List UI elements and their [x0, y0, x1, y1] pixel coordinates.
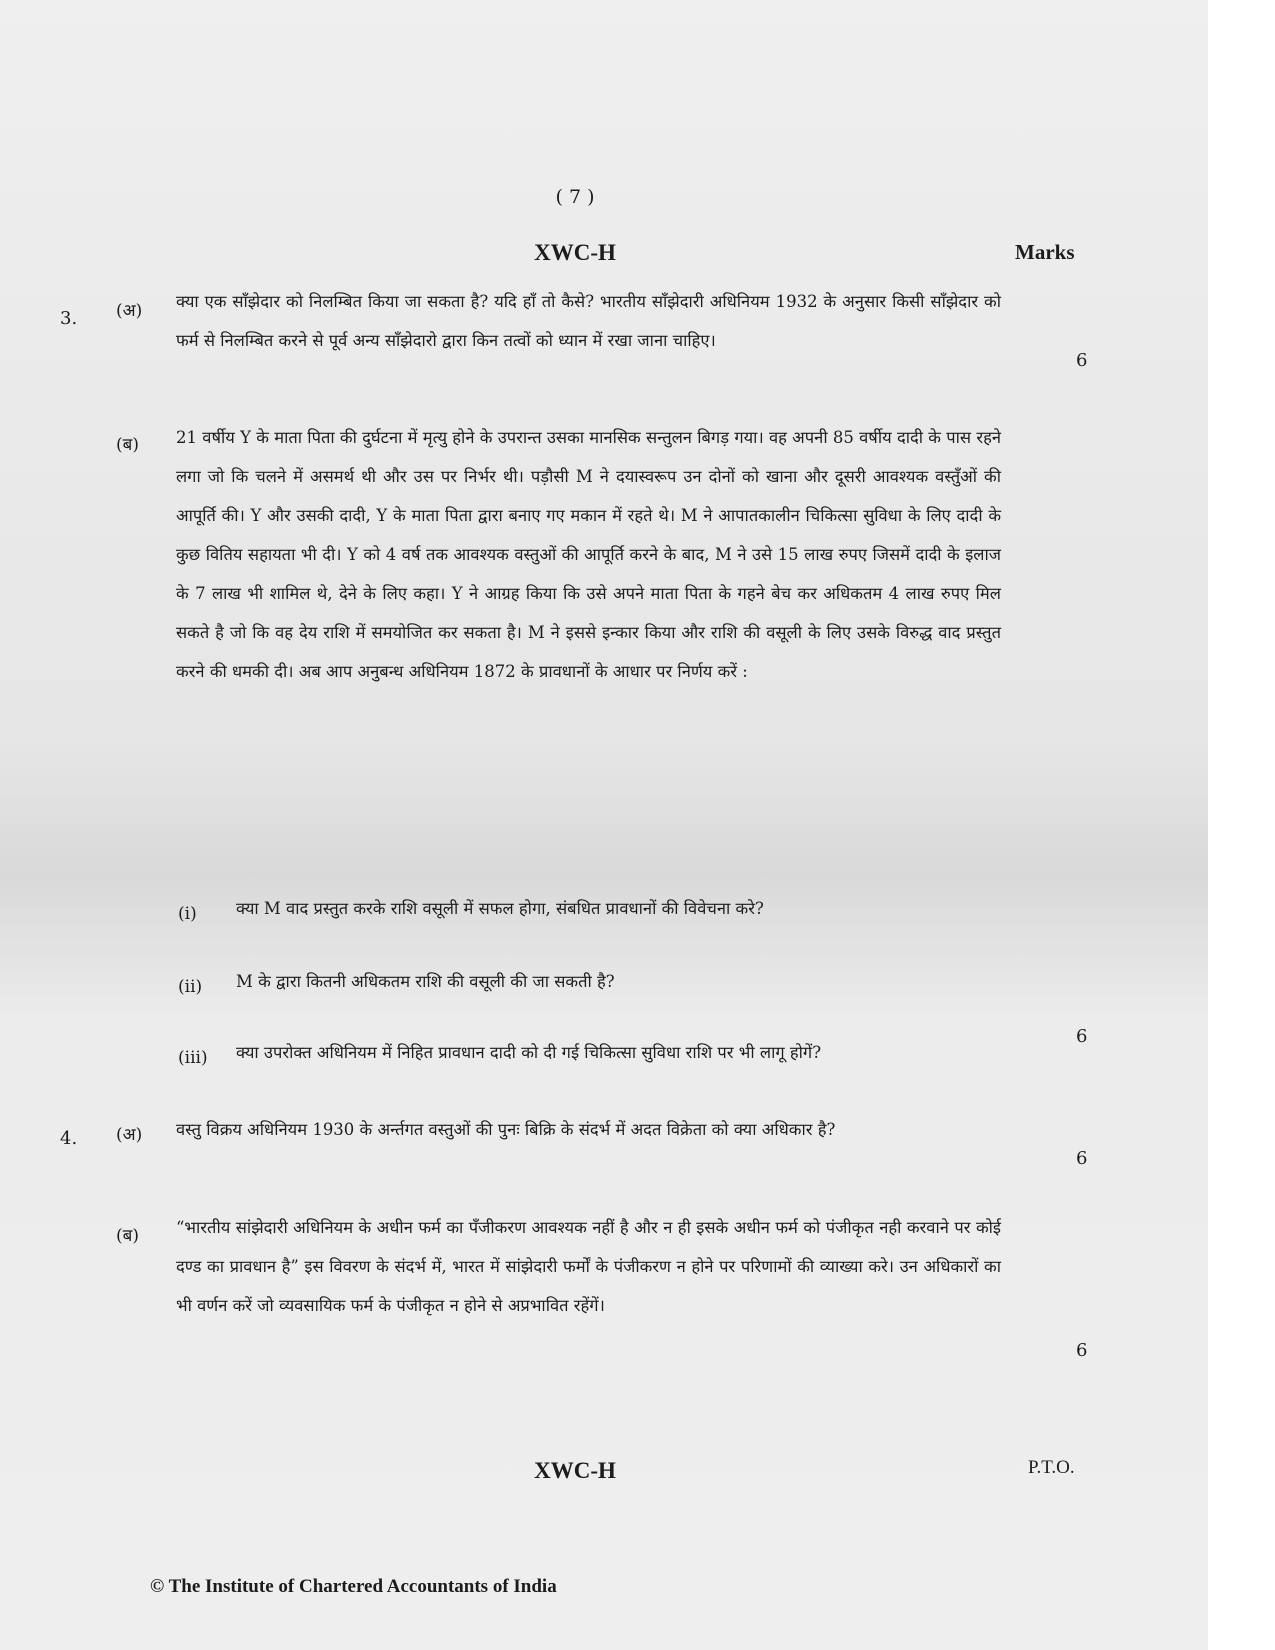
marks-value: 6: [1076, 1148, 1088, 1169]
please-turn-over: P.T.O.: [1028, 1457, 1075, 1478]
marks-value: 6: [1076, 1026, 1088, 1047]
question-text: क्या एक साँझेदार को निलम्बित किया जा सकता है? यदि हाँ तो कैसे? भारतीय साँझेदारी अधिनियम 1932 के अनुसार किसी साँझेदार को फर्म से निलम्बित करने से पूर्व अन्य साँझेदारो द्वारा किन तत्वों को ध्यान में रखा जाना चाहिए।: [176, 292, 1001, 350]
part-label: (अ): [116, 301, 143, 321]
part-label: (ब): [116, 435, 139, 455]
subpart-label: (ii): [178, 977, 203, 997]
question-text: “भारतीय सांझेदारी अधिनियम के अधीन फर्म का पँजीकरण आवश्यक नहीं है और न ही इसके अधीन फर्म को पंजीकृत नही करवाने पर कोई दण्ड का प्रावधान है” इस विवरण के संदर्भ में, भारत में सांझेदारी फर्मों के पंजीकरण न होने पर परिणामों की व्याख्या करे। उन अधिकारों का भी वर्णन करें जो व्यवसायिक फर्म के पंजीकृत न होने से अप्रभावित रहेंगें।: [176, 1218, 1001, 1315]
subpart-text: क्या उपरोक्त अधिनियम में निहित प्रावधान दादी को दी गई चिकित्सा सुविधा राशि पर भी लागू होगें?: [236, 1043, 822, 1062]
question-text: 21 वर्षीय Y के माता पिता की दुर्घटना में मृत्यु होने के उपरान्त उसका मानसिक सन्तुलन बिगड़ गया। वह अपनी 85 वर्षीय दादी के पास रहने लगा जो कि चलने में असमर्थ थी और उस पर निर्भर थी। पड़ौसी M ने दयास्वरूप उन दोनों को खाना और दूसरी आवश्यक वस्तुँओं की आपूर्ति की। Y और उसकी दादी, Y के माता पिता द्वारा बनाए गए मकान में रहते थे। M ने आपातकालीन चिकित्सा सुविधा के लिए दादी के कुछ वितिय सहायता भी दी। Y को 4 वर्ष तक आवश्यक वस्तुओं की आपूर्ति करने के बाद, M ने उसे 15 लाख रुपए जिसमें दादी के इलाज के 7 लाख भी शामिल थे, देने के लिए कहा। Y ने आग्रह किया कि उसे अपने माता पिता के गहने बेच कर अधिकतम 4 लाख रुपए मिल सकते है जो कि वह देय राशि में समयोजित कर सकता है। M ने इससे इन्कार किया और राशि की वसूली के लिए उसके विरुद्ध वाद प्रस्तुत करने की धमकी दी। अब आप अनुबन्ध अधिनियम 1872 के प्रावधानों के आधार पर निर्णय करें :: [176, 428, 1001, 681]
marks-column-label: Marks: [1015, 240, 1075, 264]
question-number: 4.: [60, 1128, 78, 1149]
subpart-label: (i): [178, 904, 197, 924]
question-number: 3.: [60, 308, 78, 329]
part-label: (ब): [116, 1226, 139, 1246]
page-number: ( 7 ): [555, 186, 595, 208]
part-label: (अ): [116, 1125, 143, 1145]
copyright-notice: © The Institute of Chartered Accountants of India: [150, 1576, 557, 1597]
marks-value: 6: [1076, 1340, 1088, 1361]
marks-value: 6: [1076, 350, 1088, 371]
subpart-text: क्या M वाद प्रस्तुत करके राशि वसूली में सफल होगा, संबधित प्रावधानों की विवेचना करे?: [236, 899, 764, 918]
subpart-label: (iii): [178, 1048, 208, 1068]
subpart-text: M के द्वारा कितनी अधिकतम राशि की वसूली की जा सकती है?: [236, 972, 615, 991]
paper-code-header: XWC-H: [534, 240, 616, 265]
question-text: वस्तु विक्रय अधिनियम 1930 के अर्न्तगत वस्तुओं की पुनः बिक्रि के संदर्भ में अदत विक्रेता को क्या अधिकार है?: [176, 1120, 836, 1139]
paper-code-footer: XWC-H: [534, 1458, 616, 1483]
